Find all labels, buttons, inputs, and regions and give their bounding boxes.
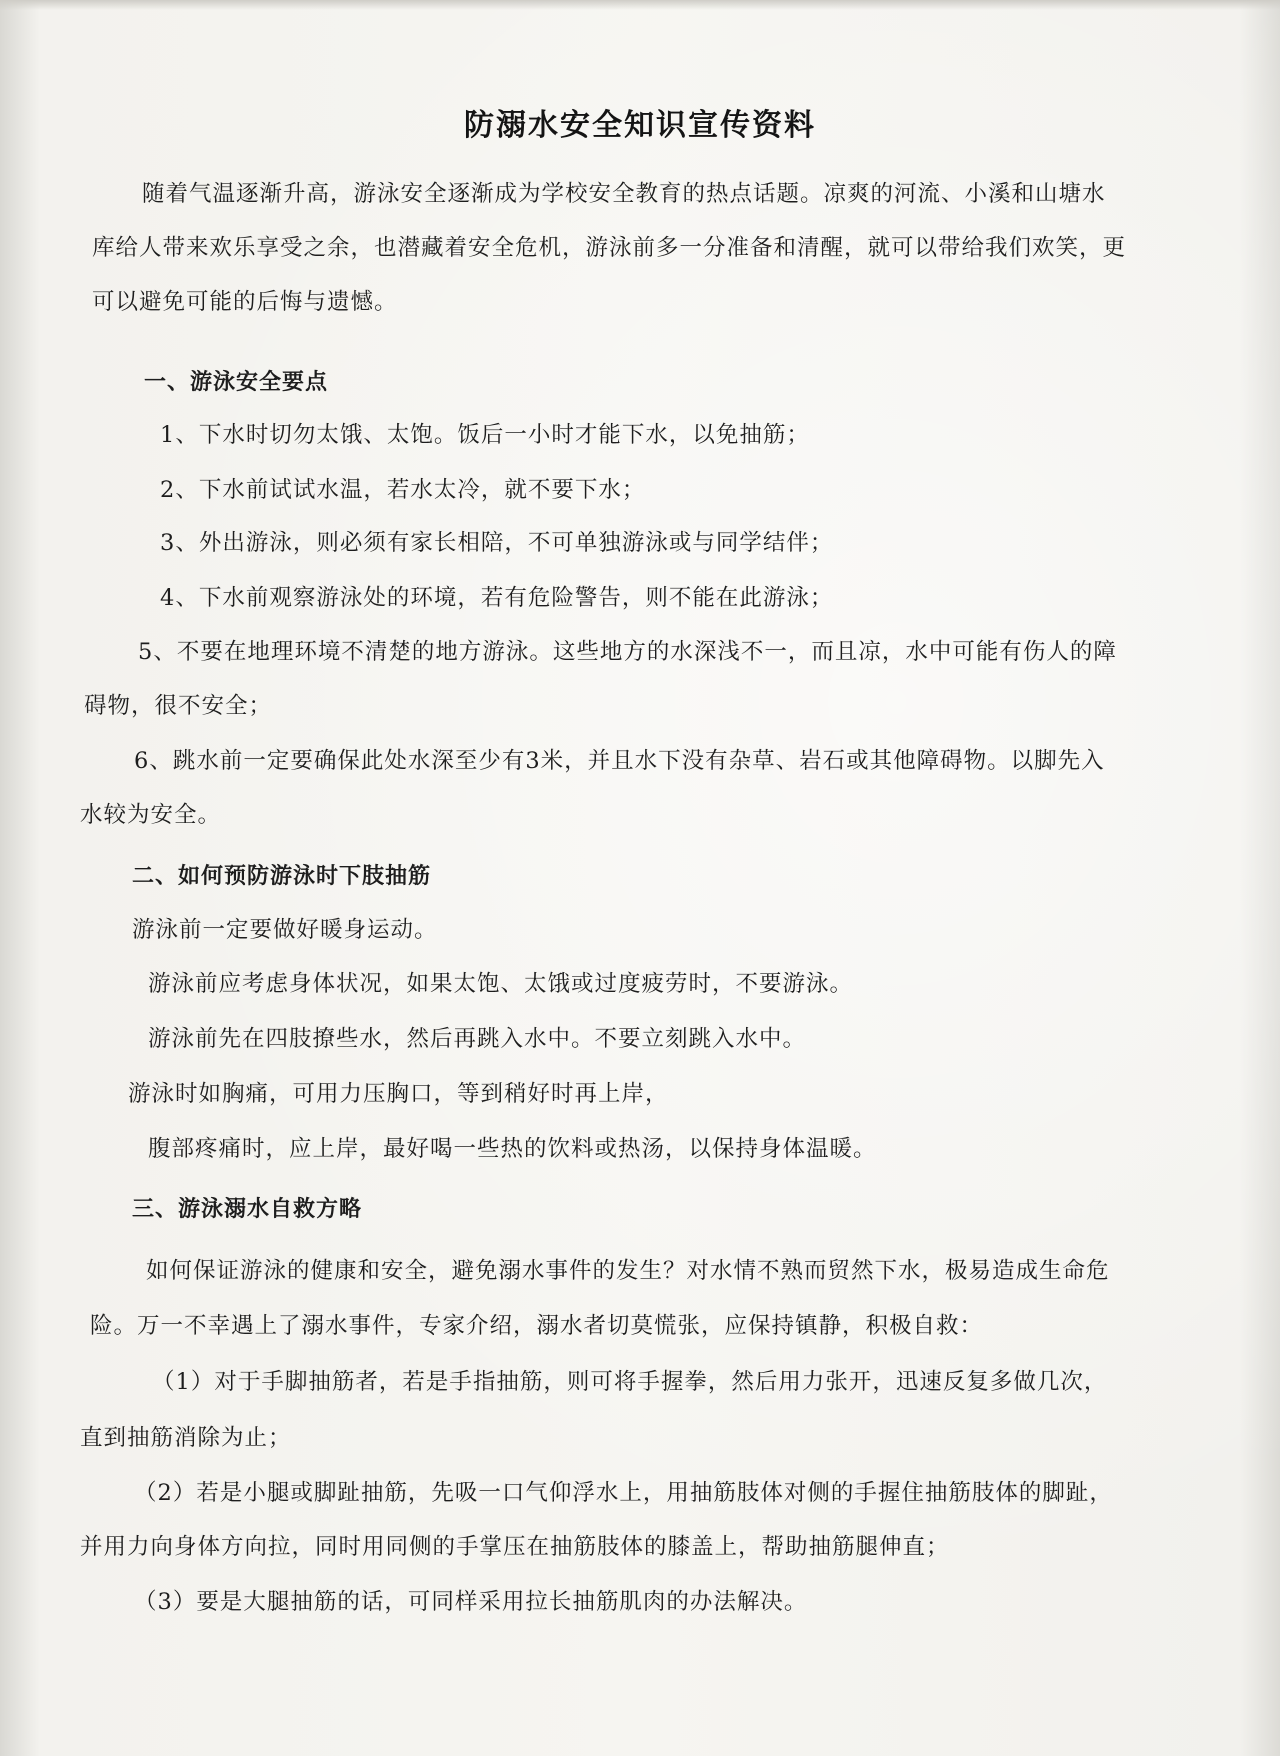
intro-line-3: 可以避免可能的后悔与遗憾。 <box>92 289 398 315</box>
section2-line-5: 腹部疼痛时，应上岸，最好喝一些热的饮料或热汤，以保持身体温暖。 <box>148 1136 877 1162</box>
section1-item-2: 2、下水前试试水温，若水太冷，就不要下水； <box>160 477 646 503</box>
section1-item-6-line-1: 6、跳水前一定要确保此处水深至少有3米，并且水下没有杂草、岩石或其他障碍物。以脚先入 <box>134 748 1105 774</box>
section1-item-1: 1、下水时切勿太饿、太饱。饭后一小时才能下水，以免抽筋； <box>160 422 810 448</box>
section3-point-2-line-1: （2）若是小腿或脚趾抽筋，先吸一口气仰浮水上，用抽筋肢体对侧的手握住抽筋肢体的脚趾， <box>134 1480 1113 1506</box>
section1-item-6-line-2: 水较为安全。 <box>80 802 222 828</box>
section1-item-5-line-2: 碍物，很不安全； <box>84 693 273 719</box>
intro-line-1: 随着气温逐渐升高，游泳安全逐渐成为学校安全教育的热点话题。凉爽的河流、小溪和山塘水 <box>142 181 1106 207</box>
section2-line-3: 游泳前先在四肢撩些水，然后再跳入水中。不要立刻跳入水中。 <box>148 1026 807 1052</box>
section3-heading: 三、游泳溺水自救方略 <box>132 1196 363 1222</box>
scan-edge <box>0 0 1280 10</box>
section1-item-5-line-1: 5、不要在地理环境不清楚的地方游泳。这些地方的水深浅不一，而且凉，水中可能有伤人的障 <box>138 639 1117 665</box>
section3-intro-line-2: 险。万一不幸遇上了溺水事件，专家介绍，溺水者切莫慌张，应保持镇静，积极自救： <box>90 1313 984 1339</box>
section3-point-3: （3）要是大腿抽筋的话，可同样采用拉长抽筋肌肉的办法解决。 <box>134 1589 808 1615</box>
section3-point-1-line-1: （1）对于手脚抽筋者，若是手指抽筋，则可将手握拳，然后用力张开，迅速反复多做几次， <box>152 1369 1108 1395</box>
intro-line-2: 库给人带来欢乐享受之余，也潜藏着安全危机，游泳前多一分准备和清醒，就可以带给我们欢笑，更 <box>92 235 1127 261</box>
section1-heading: 一、游泳安全要点 <box>144 369 329 395</box>
section2-line-1: 游泳前一定要做好暖身运动。 <box>132 917 438 943</box>
page-title: 防溺水安全知识宣传资料 <box>464 108 816 143</box>
section1-item-3: 3、外出游泳，则必须有家长相陪，不可单独游泳或与同学结伴； <box>160 530 834 556</box>
section1-item-4: 4、下水前观察游泳处的环境，若有危险警告，则不能在此游泳； <box>160 585 834 611</box>
section3-intro-line-1: 如何保证游泳的健康和安全，避免溺水事件的发生？对水情不熟而贸然下水，极易造成生命危 <box>146 1258 1110 1284</box>
section2-heading: 二、如何预防游泳时下肢抽筋 <box>132 863 432 889</box>
section2-line-2: 游泳前应考虑身体状况，如果太饱、太饿或过度疲劳时，不要游泳。 <box>148 971 854 997</box>
section3-point-1-line-2: 直到抽筋消除为止； <box>80 1425 292 1451</box>
section3-point-2-line-2: 并用力向身体方向拉，同时用同侧的手掌压在抽筋肢体的膝盖上，帮助抽筋腿伸直； <box>80 1534 950 1560</box>
section2-line-4: 游泳时如胸痛，可用力压胸口，等到稍好时再上岸， <box>128 1081 669 1107</box>
